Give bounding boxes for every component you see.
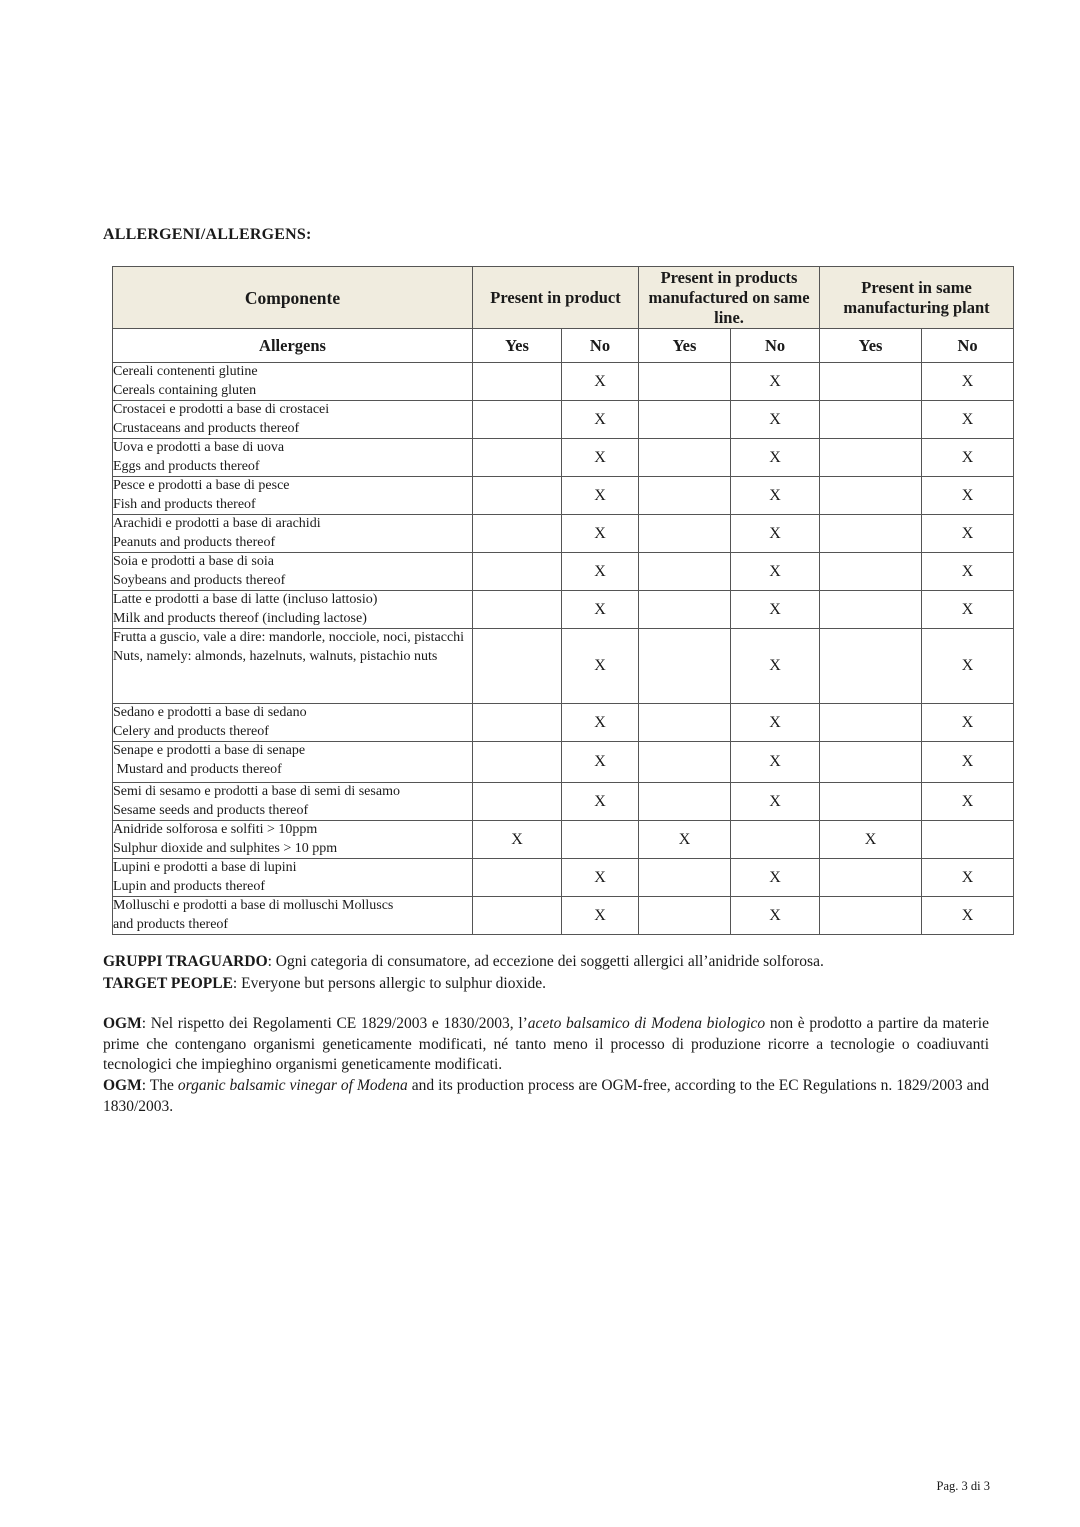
mark-yes-cell — [473, 704, 562, 742]
allergen-name-it: Molluschi e prodotti a base di molluschi Molluscs — [113, 898, 394, 913]
allergen-name-en: Mustard and products thereof — [113, 761, 282, 777]
allergen-name-it: Pesce e prodotti a base di pesce — [113, 478, 290, 493]
mark-no-cell: X — [731, 401, 820, 439]
mark-yes-cell — [473, 742, 562, 783]
mark-no-cell: X — [562, 363, 639, 401]
mark-yes-cell — [473, 553, 562, 591]
allergen-name-en: Sesame seeds and products thereof — [113, 802, 309, 818]
mark-no-cell: X — [562, 742, 639, 783]
allergen-label-cell — [113, 591, 473, 629]
mark-no-cell: X — [922, 704, 1014, 742]
header-present-in-product: Present in product — [473, 267, 639, 329]
mark-yes-cell — [820, 742, 922, 783]
page-number: Pag. 3 di 3 — [936, 1479, 990, 1493]
mark-no-cell: X — [922, 515, 1014, 553]
table-row — [113, 742, 1014, 783]
allergen-label-cell — [113, 704, 473, 742]
ogm-en-text-after: and its production process are OGM-free, according to the EC Regulations n. 1829/2003 and 1830/2003. — [103, 1077, 990, 1115]
mark-yes-cell — [820, 591, 922, 629]
subheader-yes: Yes — [639, 329, 731, 363]
mark-yes-cell — [820, 704, 922, 742]
allergen-name-en: Milk and products thereof (including lactose) — [113, 610, 367, 626]
mark-no-cell: X — [731, 515, 820, 553]
mark-yes-cell — [820, 439, 922, 477]
allergen-name-it: Frutta a guscio, vale a dire: mandorle, nocciole, noci, pistacchi — [113, 630, 465, 645]
table-row — [113, 363, 1014, 401]
table-row — [113, 591, 1014, 629]
mark-yes-cell — [473, 783, 562, 821]
allergen-name-it: Arachidi e prodotti a base di arachidi — [113, 516, 321, 531]
mark-no-cell: X — [922, 783, 1014, 821]
mark-yes-cell — [820, 859, 922, 897]
allergen-name-it: Anidride solforosa e solfiti > 10ppm — [113, 822, 318, 837]
allergen-label-cell — [113, 363, 473, 401]
subheader-no: No — [731, 329, 820, 363]
mark-yes-cell — [473, 515, 562, 553]
mark-yes-cell — [820, 401, 922, 439]
allergen-name-en: Celery and products thereof — [113, 723, 269, 739]
mark-no-cell: X — [562, 401, 639, 439]
mark-yes-cell — [639, 363, 731, 401]
subheader-yes: Yes — [473, 329, 562, 363]
mark-yes-cell — [639, 704, 731, 742]
gruppi-traguardo-paragraph — [103, 952, 989, 973]
ogm-italian-paragraph — [103, 1014, 989, 1076]
table-row — [113, 439, 1014, 477]
allergen-label-cell — [113, 742, 473, 783]
mark-yes-cell — [473, 439, 562, 477]
mark-no-cell: X — [922, 553, 1014, 591]
mark-no-cell: X — [562, 553, 639, 591]
mark-yes-cell — [639, 783, 731, 821]
mark-no-cell: X — [731, 553, 820, 591]
allergen-label-cell — [113, 897, 473, 935]
mark-no-cell: X — [562, 859, 639, 897]
allergen-name-en: Soybeans and products thereof — [113, 572, 286, 588]
mark-no-cell: X — [731, 783, 820, 821]
mark-yes-cell — [820, 553, 922, 591]
mark-yes-cell — [473, 859, 562, 897]
allergen-label-cell — [113, 629, 473, 704]
mark-no-cell: X — [731, 591, 820, 629]
ogm-en-text-before: : The — [141, 1077, 178, 1094]
target-text: : Everyone but persons allergic to sulphur dioxide. — [232, 975, 547, 992]
mark-no-cell: X — [922, 477, 1014, 515]
allergen-name-it: Soia e prodotti a base di soia — [113, 554, 274, 569]
allergen-name-en: Sulphur dioxide and sulphites > 10 ppm — [113, 840, 338, 856]
mark-no-cell: X — [562, 515, 639, 553]
mark-yes-cell — [473, 629, 562, 704]
header-present-same-line: Present in products manufactured on same line. — [639, 267, 820, 329]
ogm-it-product-name: aceto balsamico di Modena biologico — [527, 1015, 766, 1032]
mark-yes-cell — [639, 591, 731, 629]
target-people-paragraph — [103, 974, 989, 995]
mark-yes-cell — [639, 859, 731, 897]
allergen-name-it: Latte e prodotti a base di latte (incluso lattosio) — [113, 592, 378, 607]
mark-no-cell: X — [562, 897, 639, 935]
table-row — [113, 629, 1014, 704]
target-label: TARGET PEOPLE — [103, 975, 233, 992]
allergen-name-en: and products thereof — [113, 916, 229, 932]
mark-no-cell: X — [562, 629, 639, 704]
allergen-label-cell — [113, 821, 473, 859]
table-row — [113, 704, 1014, 742]
ogm-it-text-before: : Nel rispetto dei Regolamenti CE 1829/2003 e 1830/2003, l’ — [141, 1015, 528, 1032]
mark-no-cell: X — [922, 859, 1014, 897]
allergen-name-it: Crostacei e prodotti a base di crostacei — [113, 402, 330, 417]
mark-no-cell — [562, 821, 639, 859]
subheader-yes: Yes — [820, 329, 922, 363]
mark-yes-cell — [820, 515, 922, 553]
gruppi-label: GRUPPI TRAGUARDO — [103, 953, 268, 970]
allergen-name-it: Cereali contenenti glutine — [113, 364, 258, 379]
table-row — [113, 897, 1014, 935]
allergen-name-it: Senape e prodotti a base di senape — [113, 743, 306, 758]
mark-no-cell: X — [922, 401, 1014, 439]
allergens-table-body — [113, 363, 1014, 935]
mark-no-cell: X — [922, 439, 1014, 477]
allergen-name-en: Peanuts and products thereof — [113, 534, 276, 550]
allergen-name-it: Uova e prodotti a base di uova — [113, 440, 285, 455]
mark-yes-cell — [473, 401, 562, 439]
mark-yes-cell — [639, 477, 731, 515]
mark-yes-cell — [639, 553, 731, 591]
table-row — [113, 859, 1014, 897]
mark-no-cell: X — [562, 704, 639, 742]
mark-yes-cell — [820, 629, 922, 704]
mark-yes-cell — [639, 629, 731, 704]
mark-no-cell: X — [731, 897, 820, 935]
mark-no-cell — [922, 821, 1014, 859]
mark-no-cell: X — [731, 742, 820, 783]
section-title: ALLERGENI/ALLERGENS: — [103, 226, 312, 243]
allergens-table — [112, 266, 1014, 935]
mark-no-cell: X — [562, 477, 639, 515]
mark-no-cell: X — [731, 859, 820, 897]
allergen-label-cell — [113, 401, 473, 439]
mark-yes-cell — [473, 897, 562, 935]
allergen-name-en: Lupin and products thereof — [113, 878, 266, 894]
subheader-no: No — [922, 329, 1014, 363]
mark-yes-cell — [639, 742, 731, 783]
mark-yes-cell: X — [473, 821, 562, 859]
ogm-english-paragraph — [103, 1076, 989, 1117]
mark-yes-cell — [820, 477, 922, 515]
allergen-label-cell — [113, 439, 473, 477]
allergen-name-en: Fish and products thereof — [113, 496, 256, 512]
mark-no-cell: X — [731, 439, 820, 477]
allergen-name-it: Lupini e prodotti a base di lupini — [113, 860, 297, 875]
table-subheader-row — [113, 329, 1014, 363]
allergen-label-cell — [113, 859, 473, 897]
mark-no-cell: X — [731, 704, 820, 742]
mark-yes-cell — [473, 591, 562, 629]
mark-no-cell: X — [562, 783, 639, 821]
allergen-label-cell — [113, 553, 473, 591]
mark-no-cell: X — [562, 439, 639, 477]
allergen-name-en: Eggs and products thereof — [113, 458, 260, 474]
mark-yes-cell — [473, 363, 562, 401]
header-componente: Componente — [113, 267, 473, 329]
table-row — [113, 401, 1014, 439]
table-row — [113, 477, 1014, 515]
gruppi-text: : Ogni categoria di consumatore, ad eccezione dei soggetti allergici all’anidride solforosa. — [267, 953, 824, 970]
ogm-en-product-name: organic balsamic vinegar of Modena — [177, 1077, 408, 1094]
allergen-label-cell — [113, 515, 473, 553]
table-row — [113, 515, 1014, 553]
mark-no-cell: X — [922, 363, 1014, 401]
allergen-label-cell — [113, 477, 473, 515]
mark-no-cell — [731, 821, 820, 859]
mark-no-cell: X — [731, 629, 820, 704]
subheader-allergens: Allergens — [113, 329, 473, 363]
mark-no-cell: X — [731, 363, 820, 401]
allergen-label-cell — [113, 783, 473, 821]
mark-no-cell: X — [922, 629, 1014, 704]
ogm-en-label: OGM — [103, 1077, 142, 1094]
mark-yes-cell — [820, 897, 922, 935]
allergen-name-en: Nuts, namely: almonds, hazelnuts, walnuts, pistachio nuts — [113, 648, 438, 664]
allergen-name-it: Semi di sesamo e prodotti a base di semi di sesamo — [113, 784, 400, 799]
header-present-same-plant: Present in same manufacturing plant — [820, 267, 1014, 329]
allergen-name-it: Sedano e prodotti a base di sedano — [113, 705, 307, 720]
mark-no-cell: X — [922, 742, 1014, 783]
mark-yes-cell — [820, 363, 922, 401]
mark-yes-cell: X — [639, 821, 731, 859]
mark-yes-cell — [639, 439, 731, 477]
subheader-no: No — [562, 329, 639, 363]
table-row — [113, 821, 1014, 859]
table-header-row — [113, 267, 1014, 329]
mark-yes-cell — [639, 515, 731, 553]
table-row — [113, 783, 1014, 821]
mark-no-cell: X — [922, 591, 1014, 629]
allergen-name-en: Crustaceans and products thereof — [113, 420, 300, 436]
mark-yes-cell — [639, 897, 731, 935]
allergen-name-en: Cereals containing gluten — [113, 382, 257, 398]
mark-no-cell: X — [731, 477, 820, 515]
mark-no-cell: X — [562, 591, 639, 629]
mark-yes-cell — [473, 477, 562, 515]
table-row — [113, 553, 1014, 591]
ogm-it-label: OGM — [103, 1015, 142, 1032]
mark-yes-cell — [820, 783, 922, 821]
ogm-it-text-after: non è prodotto a partire da materie prime che contengano organismi geneticamente modificati, né tanto meno il processo di produzione ricorre a tecnologie o coadiuvanti tecnologici che impieghino organismi geneticamente modificati. — [103, 1015, 989, 1073]
mark-yes-cell — [639, 401, 731, 439]
mark-yes-cell: X — [820, 821, 922, 859]
mark-no-cell: X — [922, 897, 1014, 935]
